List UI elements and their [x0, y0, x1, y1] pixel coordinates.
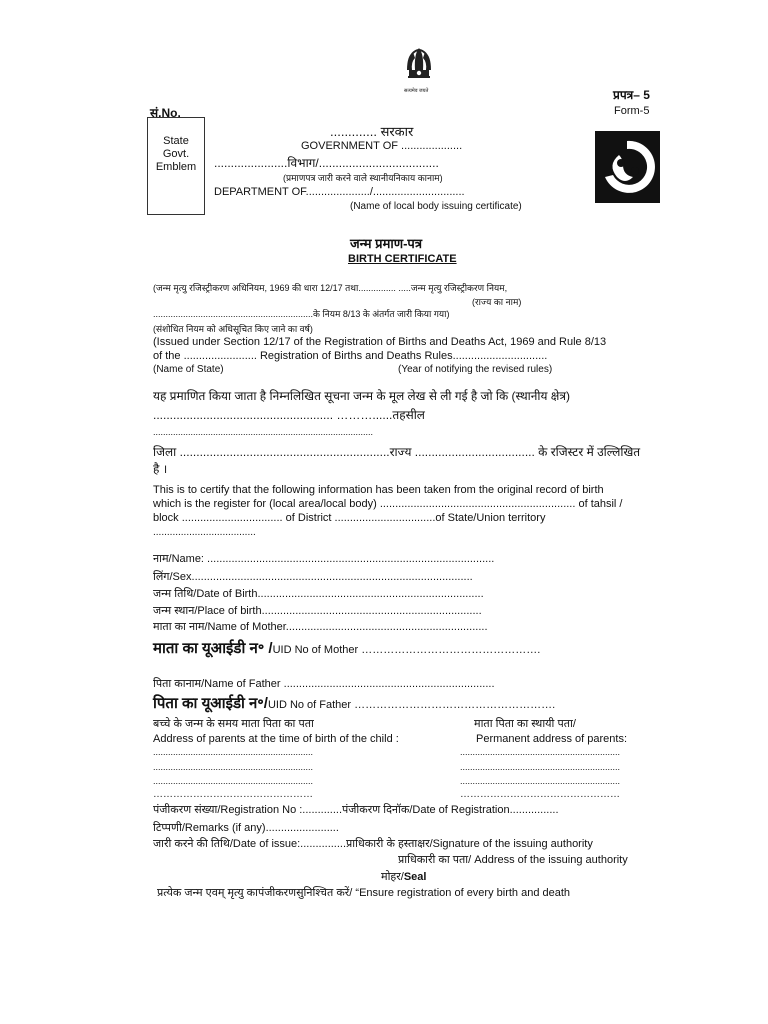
seal-hindi: मोहर/: [381, 871, 404, 883]
address-line-right: ................................................................: [460, 762, 621, 772]
preamble-line: ................................................................के नियम 8/13 के अंतर्गत जारी किया गया): [153, 309, 450, 319]
field-date-of-issue: जारी करने की तिथि/Date of issue:...............प्राधिकारी के हस्ताक्षर/Signature of the issuing authority: [153, 838, 593, 850]
field-registration: पंजीकरण संख्या/Registration No :.............पंजीकरण दिनॉक/Date of Registration................: [153, 804, 559, 816]
footer-english: “Ensure registration of every birth and death: [352, 887, 571, 899]
issuing-body-english: (Name of local body issuing certificate): [350, 201, 522, 212]
field-father-name: पिता कानाम/Name of Father .....................................................................: [153, 678, 495, 690]
field-place-of-birth: जन्म स्थान/Place of birth........................................................................: [153, 605, 482, 617]
issuing-body-hindi: (प्रमाणपत्र जारी करने वाले स्थानीयनिकाय कानाम): [283, 173, 443, 183]
parents-address-english: Address of parents at the time of birth of the child :: [153, 733, 399, 745]
father-uid-english: UID No of Father ……………………………………………….: [267, 699, 556, 711]
address-line-left: ................................................................: [153, 747, 314, 757]
certify-english-line: block ................................. of District .................................of State/Union territory: [153, 512, 546, 524]
field-mother-name: माता का नाम/Name of Mother..................................................................: [153, 621, 488, 633]
certify-hindi-line: है ।: [153, 462, 168, 476]
department-of-line: DEPARTMENT OF...................../..............................: [214, 186, 465, 198]
parents-address-hindi: बच्चे के जन्म के समय माता पिता का पता: [153, 718, 314, 730]
registration-logo-icon: [595, 131, 660, 203]
serial-no-label: सं.No.: [150, 106, 181, 120]
footer-note: [157, 885, 570, 900]
state-emblem-box: [147, 117, 205, 215]
sarkar-line: ............. सरकार: [330, 124, 414, 139]
certify-hindi-line: ........................................................................................: [153, 427, 374, 437]
certify-english-line: This is to certify that the following information has been taken from the original record of birth: [153, 484, 604, 496]
preamble-year-revised: (Year of notifying the revised rules): [398, 364, 553, 375]
certify-english-line: which is the register for (local area/local body) ................................................................ of tahsil /: [153, 498, 623, 510]
emblem-caption: सत्यमेव जयते: [404, 88, 429, 94]
form-number-hindi: प्रपत्र– 5: [613, 88, 650, 102]
preamble-line: (जन्म मृत्यु रजिस्ट्रीकरण अधिनियम, 1969 की धारा 12/17 तथा............... .....जन्म मृत्यु रजिस्ट्रीकरण नियम,: [153, 283, 508, 293]
certify-hindi-line: यह प्रमाणित किया जाता है निम्नलिखित सूचना जन्म के मूल लेख से ली गई है जो कि (स्थानीय क्षेत्र): [153, 389, 571, 403]
state-emblem-line: Govt.: [162, 148, 190, 160]
seal-english: Seal: [403, 871, 427, 883]
certify-english-line: .....................................: [153, 527, 256, 538]
permanent-address-hindi: माता पिता का स्थायी पता/: [474, 718, 576, 730]
state-emblem-line: State: [163, 135, 189, 147]
preamble-line: (संशोधित नियम को अधिसूचित किए जाने का वर्ष): [153, 324, 313, 334]
permanent-address-english: Permanent address of parents:: [476, 733, 628, 745]
field-mother-uid: [153, 638, 540, 658]
address-line-left: …………………………………………: [153, 789, 313, 800]
field-dob: जन्म तिथि/Date of Birth..........................................................................: [153, 588, 484, 600]
national-emblem-icon: [397, 44, 441, 90]
address-line-left: ................................................................: [153, 776, 314, 786]
father-uid-hindi: पिता का यूआईडी न॰/: [153, 695, 268, 712]
field-authority-address: प्राधिकारी का पता/ Address of the issuing authority: [398, 854, 628, 866]
vibhag-line: ......................विभाग/....................................: [214, 156, 439, 170]
certify-hindi-line: ...................................................... ………......तहसील: [153, 408, 425, 422]
address-line-right: …………………………………………: [460, 789, 620, 800]
seal-label: [381, 869, 426, 884]
address-line-left: ................................................................: [153, 762, 314, 772]
field-name: नाम/Name: ..............................................................................................: [153, 553, 495, 565]
form-number-english: Form-5: [614, 105, 650, 117]
field-father-uid: [153, 693, 555, 713]
address-line-right: ................................................................: [460, 776, 621, 786]
preamble-name-of-state: (Name of State): [153, 364, 224, 375]
field-remarks: टिप्पणी/Remarks (if any)........................: [153, 822, 339, 834]
preamble-english-line: (Issued under Section 12/17 of the Registration of Births and Deaths Act, 1969 and Rule 8/13: [153, 336, 607, 348]
field-sex: लिंग/Sex............................................................................................: [153, 571, 473, 583]
title-hindi: जन्म प्रमाण-पत्र: [350, 236, 422, 251]
address-line-right: ................................................................: [460, 747, 621, 757]
title-english: BIRTH CERTIFICATE: [348, 253, 457, 265]
footer-hindi: प्रत्येक जन्म एवम् मृत्यु कापंजीकरणसुनिश्चित करें/: [157, 887, 353, 899]
preamble-state-name: (राज्य का नाम): [472, 297, 522, 307]
preamble-english-line: of the ........................ Registration of Births and Deaths Rules...............................: [153, 350, 548, 362]
mother-uid-hindi: माता का यूआईडी न॰ /: [153, 640, 273, 657]
certify-hindi-line: जिला ...............................................................राज्य .................................... के रजिस्टर में उल्लिखित: [153, 445, 641, 459]
government-of-line: GOVERNMENT OF ....................: [301, 140, 463, 152]
state-emblem-line: Emblem: [155, 161, 197, 173]
mother-uid-english: UID No of Mother ………………………………………….: [272, 644, 541, 656]
